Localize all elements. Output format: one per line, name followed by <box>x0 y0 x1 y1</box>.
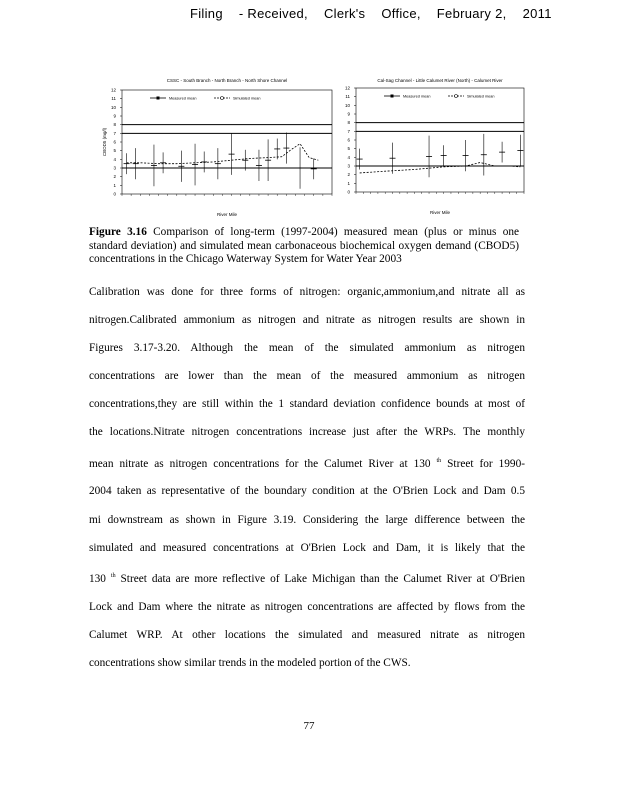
figure-caption <box>89 226 519 267</box>
chart-left <box>100 74 338 222</box>
body-line: simulated and measured concentrations at O'Brien Lock and Dam, it is likely that the <box>89 541 525 554</box>
body-line: 130 $^{th}$ Street data are more reflective of Lake Michigan than the Calumet River at O'Brien <box>89 572 525 585</box>
body-line: Figures 3.17-3.20. Although the mean of the simulated ammonium as nitrogen <box>89 342 525 355</box>
y-tick-label: 0 <box>347 189 350 195</box>
y-tick-label: 11 <box>111 96 116 102</box>
plot-frame <box>356 88 524 192</box>
body-line: concentrations show similar trends in the modeled portion of the CWS. <box>89 656 411 669</box>
y-tick-label: 6 <box>113 139 116 145</box>
body-line: mi downstream as shown in Figure 3.19. Considering the large difference between the <box>89 513 525 526</box>
header-month-day: February 2, <box>436 6 507 21</box>
header-received: - Received, <box>238 6 308 21</box>
legend-measured-label: Measured mean <box>169 96 197 101</box>
y-tick-label: 5 <box>113 148 116 154</box>
chart-title: Cal-Sag Channel - Little Calumet River (North) - Calumet River <box>377 78 503 83</box>
series-simulated <box>127 144 319 164</box>
legend-simulated-label: Simulated mean <box>233 96 261 101</box>
y-tick-label: 7 <box>113 130 116 136</box>
y-tick-label: 6 <box>347 137 350 143</box>
legend-measured-label: Measured mean <box>403 94 431 99</box>
legend-measured-marker <box>157 97 160 100</box>
y-tick-label: 9 <box>347 111 350 117</box>
body-line: concentrations are lower than the mean of the measured ammonium as nitrogen <box>89 370 525 383</box>
y-tick-label: 4 <box>113 156 116 162</box>
y-tick-label: 3 <box>347 163 350 169</box>
y-tick-label: 2 <box>113 174 116 180</box>
y-tick-label: 2 <box>347 172 350 178</box>
plot-frame <box>122 90 332 194</box>
chart-title: CSSC - South Branch - North Branch - North Shore Channel <box>166 78 288 83</box>
chart-right <box>340 74 530 222</box>
y-tick-label: 12 <box>344 85 350 91</box>
figure-caption-text: Comparison of long-term (1997-2004) measured mean (plus or minus one standard deviation) and simulated mean carbonaceous biochemical oxygen demand (CBOD5) concentrations in the Chicago Waterway System for Water Year 2003 <box>89 226 520 265</box>
body-line: mean nitrate as nitrogen concentrations for the Calumet River at 130 $^{th}$ Street for 1990- <box>89 457 525 470</box>
legend-simulated-marker <box>455 95 458 98</box>
x-axis-label: River Mile <box>216 212 238 217</box>
header-year: 2011 <box>522 6 552 21</box>
body-line: nitrogen.Calibrated ammonium as nitrogen and nitrate as nitrogen results are shown in <box>89 314 525 327</box>
figure-label: Figure 3.16 <box>89 226 147 238</box>
chart-left-svg <box>100 74 338 222</box>
y-tick-label: 12 <box>110 87 116 93</box>
body-text <box>89 278 525 677</box>
y-tick-label: 0 <box>113 191 116 197</box>
y-tick-label: 8 <box>113 122 116 128</box>
y-tick-label: 1 <box>113 182 116 188</box>
y-tick-label: 8 <box>347 120 350 126</box>
body-line: 2004 taken as representative of the boundary condition at the O'Brien Lock and Dam 0.5 <box>89 485 525 498</box>
header-office: Office, <box>381 6 421 21</box>
series-simulated <box>360 163 521 173</box>
y-tick-label: 9 <box>113 113 116 119</box>
body-line: concentrations,they are still within the 1 standard deviation confidence bounds at most of <box>89 398 525 411</box>
y-tick-label: 5 <box>347 146 350 152</box>
x-axis-label: River Mile <box>429 210 451 215</box>
body-line: Lock and Dam where the nitrate as nitrogen concentrations are affected by flows from the <box>89 600 525 613</box>
body-line: Calibration was done for three forms of nitrogen: organic,ammonium,and nitrate all as <box>89 286 525 298</box>
body-line: Calumet WRP. At other locations the simulated and measured nitrate as nitrogen <box>89 628 525 641</box>
legend-measured-marker <box>391 95 394 98</box>
header-clerks: Clerk's <box>323 6 366 21</box>
y-tick-label: 7 <box>347 128 350 134</box>
y-tick-label: 4 <box>347 154 350 160</box>
chart-right-svg <box>340 74 530 222</box>
body-line: the locations.Nitrate nitrogen concentrations increase just after the WRPs. The monthly <box>89 426 525 439</box>
y-tick-label: 10 <box>110 104 116 110</box>
page-number: 77 <box>303 720 315 732</box>
y-tick-label: 1 <box>347 180 350 186</box>
filing-header <box>190 6 552 21</box>
y-tick-label: 11 <box>345 94 350 100</box>
legend-simulated-marker <box>221 97 224 100</box>
y-axis-label: CBOD5 (mg/l) <box>102 127 107 157</box>
y-tick-label: 10 <box>344 102 350 108</box>
legend-simulated-label: Simulated mean <box>467 94 495 99</box>
y-tick-label: 3 <box>113 165 116 171</box>
header-filing: Filing <box>190 6 223 21</box>
